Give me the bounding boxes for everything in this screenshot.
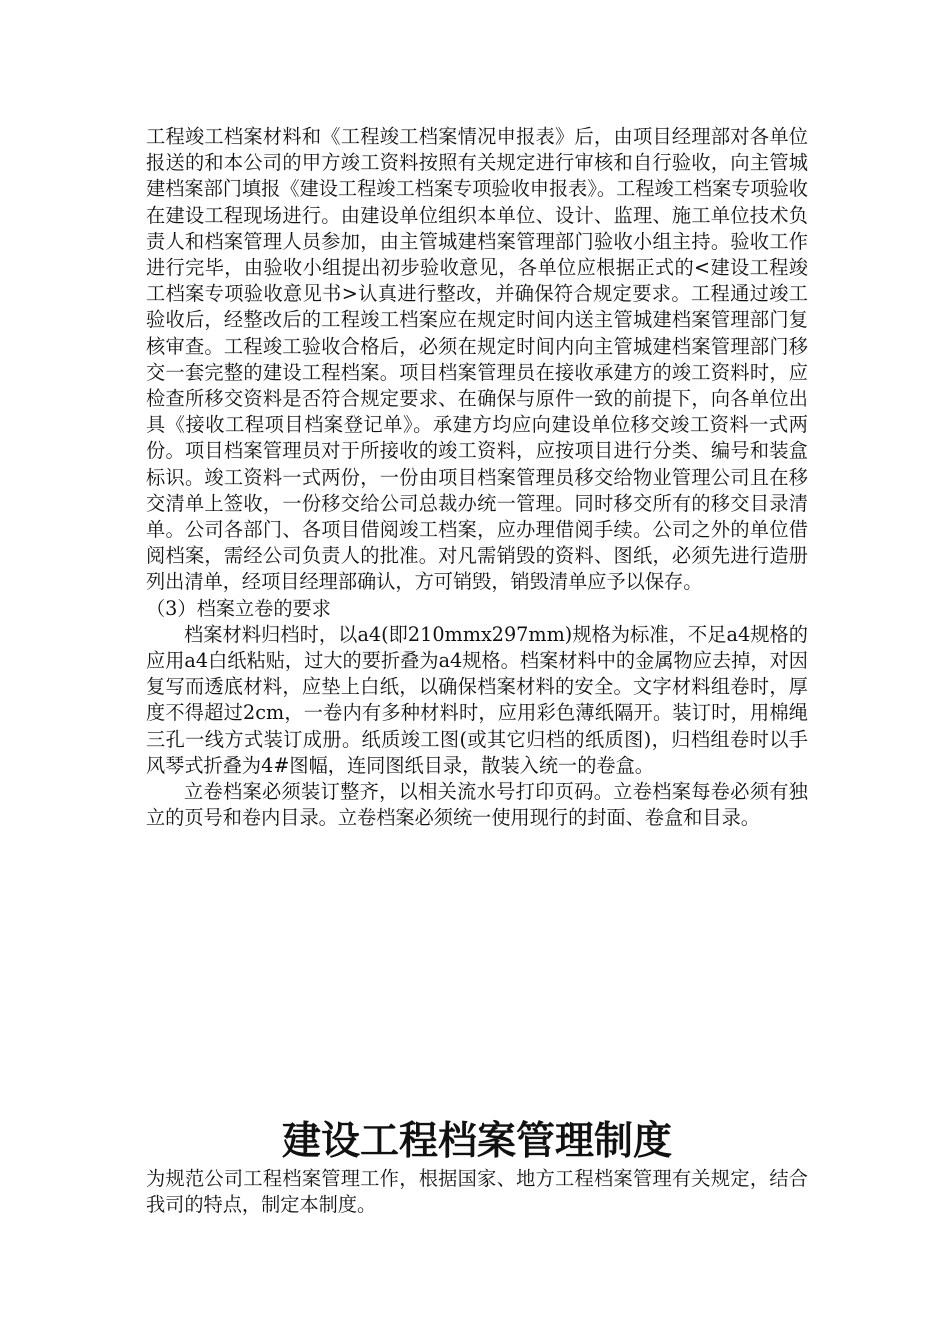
intro-block xyxy=(146,1166,808,1218)
document-title: 建设工程档案管理制度 xyxy=(281,1119,672,1164)
document-body xyxy=(146,124,808,831)
section-heading-filing: （3）档案立卷的要求 xyxy=(146,596,331,620)
body-paragraph-binding: 立卷档案必须装订整齐，以相关流水号打印页码。立卷档案每卷必须有独立的页号和卷内目录。立卷档案必须统一使用现行的封面、卷盒和目录。 xyxy=(146,780,808,830)
body-paragraph-filing-materials: 档案材料归档时，以a4(即210mmx297mm)规格为标准，不足a4规格的应用a4白纸粘贴，过大的要折叠为a4规格。档案材料中的金属物应去掉，对因复写而透底材料，应垫上白纸，以确保档案材料的安全。文字材料组卷时，厚度不得超过2cm，一卷内有多种材料时，应用彩色薄纸隔开。装订时，用棉绳三孔一线方式装订成册。纸质竣工图(或其它归档的纸质图)，归档组卷时以手风琴式折叠为4#图幅，连同图纸目录，散装入统一的卷盒。 xyxy=(146,622,808,777)
body-paragraph-acceptance: 工程竣工档案材料和《工程竣工档案情况申报表》后，由项目经理部对各单位报送的和本公司的甲方竣工资料按照有关规定进行审核和自行验收，向主管城建档案部门填报《建设工程竣工档案专项验收申报表》。工程竣工档案专项验收在建设工程现场进行。由建设单位组织本单位、设计、监理、施工单位技术负责人和档案管理人员参加，由主管城建档案管理部门验收小组主持。验收工作进行完毕，由验收小组提出初步验收意见，各单位应根据正式的<建设工程竣工档案专项验收意见书>认真进行整改，并确保符合规定要求。工程通过竣工验收后，经整改后的工程竣工档案应在规定时间内送主管城建档案管理部门复核审查。工程竣工验收合格后，必须在规定时间内向主管城建档案管理部门移交一套完整的建设工程档案。项目档案管理员在接收承建方的竣工资料时，应检查所移交资料是否符合规定要求、在确保与原件一致的前提下，向各单位出具《接收工程项目档案登记单》。承建方均应向建设单位移交竣工资料一式两份。项目档案管理员对于所接收的竣工资料，应按项目进行分类、编号和装盒标识。竣工资料一式两份，一份由项目档案管理员移交给物业管理公司且在移交清单上签收，一份移交给公司总裁办统一管理。同时移交所有的移交目录清单。公司各部门、各项目借阅竣工档案，应办理借阅手续。公司之外的单位借阅档案，需经公司负责人的批准。对凡需销毁的资料、图纸，必须先进行造册列出清单，经项目经理部确认，方可销毁，销毁清单应予以保存。 xyxy=(146,125,808,594)
intro-paragraph: 为规范公司工程档案管理工作，根据国家、地方工程档案管理有关规定，结合我司的特点，制定本制度。 xyxy=(146,1167,808,1217)
